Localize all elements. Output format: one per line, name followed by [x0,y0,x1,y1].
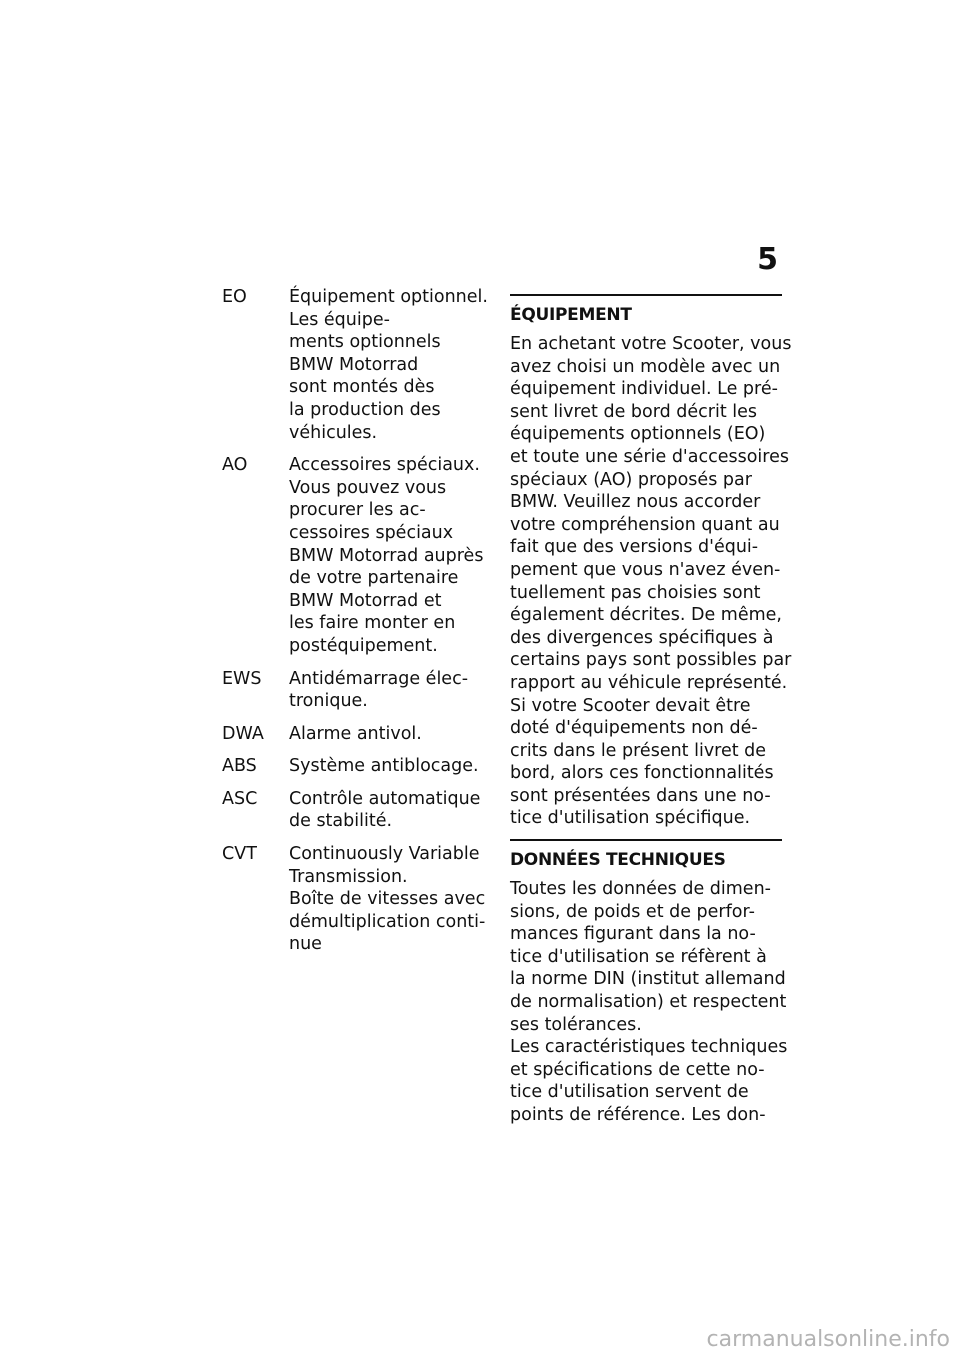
definition-line: véhicules. [289,422,378,443]
body-line: également décrites. De même, [510,605,782,626]
definition-line: Les équipe- [289,309,390,330]
section-heading: ÉQUIPEMENT [510,305,632,325]
definition-line: tronique. [289,691,368,712]
body-line: Les caractéristiques techniques [510,1037,788,1058]
section-rule [510,294,782,296]
definition-line: la production des [289,399,441,420]
abbreviation-definition [289,286,492,444]
body-line: Si votre Scooter devait être [510,695,751,716]
body-line: sont présentées dans une no- [510,785,771,806]
abbreviation-term: EO [222,287,247,307]
definition-line: Continuously Variable [289,844,480,865]
abbreviation-definition [289,788,492,833]
definition-line: nue [289,934,322,955]
abbreviation-row-ews [222,668,492,713]
abbreviation-definition [289,843,492,956]
body-line: des divergences spécifiques à [510,627,774,648]
definition-line: Alarme antivol. [289,723,422,744]
definition-line: démultiplication conti- [289,911,486,932]
definition-line: postéquipement. [289,635,438,656]
abbreviation-definition [289,755,492,778]
definition-line: BMW Motorrad et [289,590,442,611]
abbreviation-row-eo [222,286,492,444]
section-body [510,878,788,1127]
abbreviation-row-abs [222,755,492,778]
definition-line: cessoires spéciaux [289,522,454,543]
body-line: En achetant votre Scooter, vous [510,334,792,354]
body-line: ses tolérances. [510,1014,642,1035]
body-line: et toute une série d'accessoires [510,446,789,467]
definition-line: Accessoires spéciaux. [289,455,480,476]
body-line: et spécifications de cette no- [510,1059,765,1080]
section-rule [510,839,782,841]
definition-line: de stabilité. [289,811,393,832]
body-line: spéciaux (AO) proposés par [510,469,752,490]
abbreviation-term: ABS [222,756,257,777]
definition-line: Antidémarrage élec- [289,668,469,689]
section-heading: DONNÉES TECHNIQUES [510,850,726,870]
body-line: tice d'utilisation spécifique. [510,808,751,829]
section-body [510,333,792,830]
body-line: votre compréhension quant au [510,514,780,535]
body-line: avez choisi un modèle avec un [510,356,781,377]
abbreviation-row-ao [222,454,492,657]
definition-line: les faire monter en [289,613,456,634]
abbreviation-term: EWS [222,668,262,689]
abbreviation-definition [289,723,492,746]
body-line: tice d'utilisation se réfèrent à [510,946,767,967]
definition-line: Contrôle automatique [289,788,481,809]
definition-line: Transmission. [289,866,408,887]
body-line: Toutes les données de dimen- [510,879,771,899]
body-line: certains pays sont possibles par [510,650,792,671]
definition-line: Système antiblocage. [289,756,479,777]
abbreviation-row-dwa [222,723,492,746]
abbreviation-row-asc [222,788,492,833]
body-line: sent livret de bord décrit les [510,401,758,422]
body-line: points de référence. Les don- [510,1104,766,1125]
body-line: pement que vous n'avez éven- [510,559,781,580]
body-line: de normalisation) et respectent [510,991,787,1012]
watermark: carmanualsonline.info [706,1327,950,1352]
definition-line: procurer les ac- [289,500,426,521]
abbreviation-row-cvt [222,843,492,956]
definition-line: sont montés dès [289,377,435,398]
definition-line: Vous pouvez vous [289,477,447,498]
body-line: fait que des versions d'équi- [510,537,759,558]
page-number: 5 [757,242,778,277]
body-line: crits dans le présent livret de [510,740,767,761]
body-line: bord, alors ces fonctionnalités [510,763,774,784]
definition-line: Boîte de vitesses avec [289,889,486,910]
definition-line: ments optionnels [289,332,441,353]
body-line: équipements optionnels (EO) [510,424,766,445]
abbreviation-term: AO [222,455,248,476]
body-line: tuellement pas choisies sont [510,582,761,603]
body-line: rapport au véhicule représenté. [510,672,788,693]
section-equipement [510,294,792,830]
abbreviation-term: ASC [222,788,258,809]
body-line: équipement individuel. Le pré- [510,379,778,400]
body-line: doté d'équipements non dé- [510,718,758,739]
definition-line: BMW Motorrad auprès [289,545,484,566]
abbreviation-list [222,286,492,966]
body-line: mances figurant dans la no- [510,924,756,945]
body-line: sions, de poids et de perfor- [510,901,755,922]
definition-line: Équipement optionnel. [289,287,488,307]
body-line: BMW. Veuillez nous accorder [510,492,761,513]
section-donnees-techniques [510,839,788,1127]
body-line: la norme DIN (institut allemand [510,969,786,990]
definition-line: BMW Motorrad [289,354,419,375]
body-line: tice d'utilisation servent de [510,1082,749,1103]
abbreviation-term: CVT [222,844,257,865]
abbreviation-definition [289,668,492,713]
abbreviation-definition [289,454,492,657]
definition-line: de votre partenaire [289,568,459,589]
abbreviation-term: DWA [222,723,264,744]
